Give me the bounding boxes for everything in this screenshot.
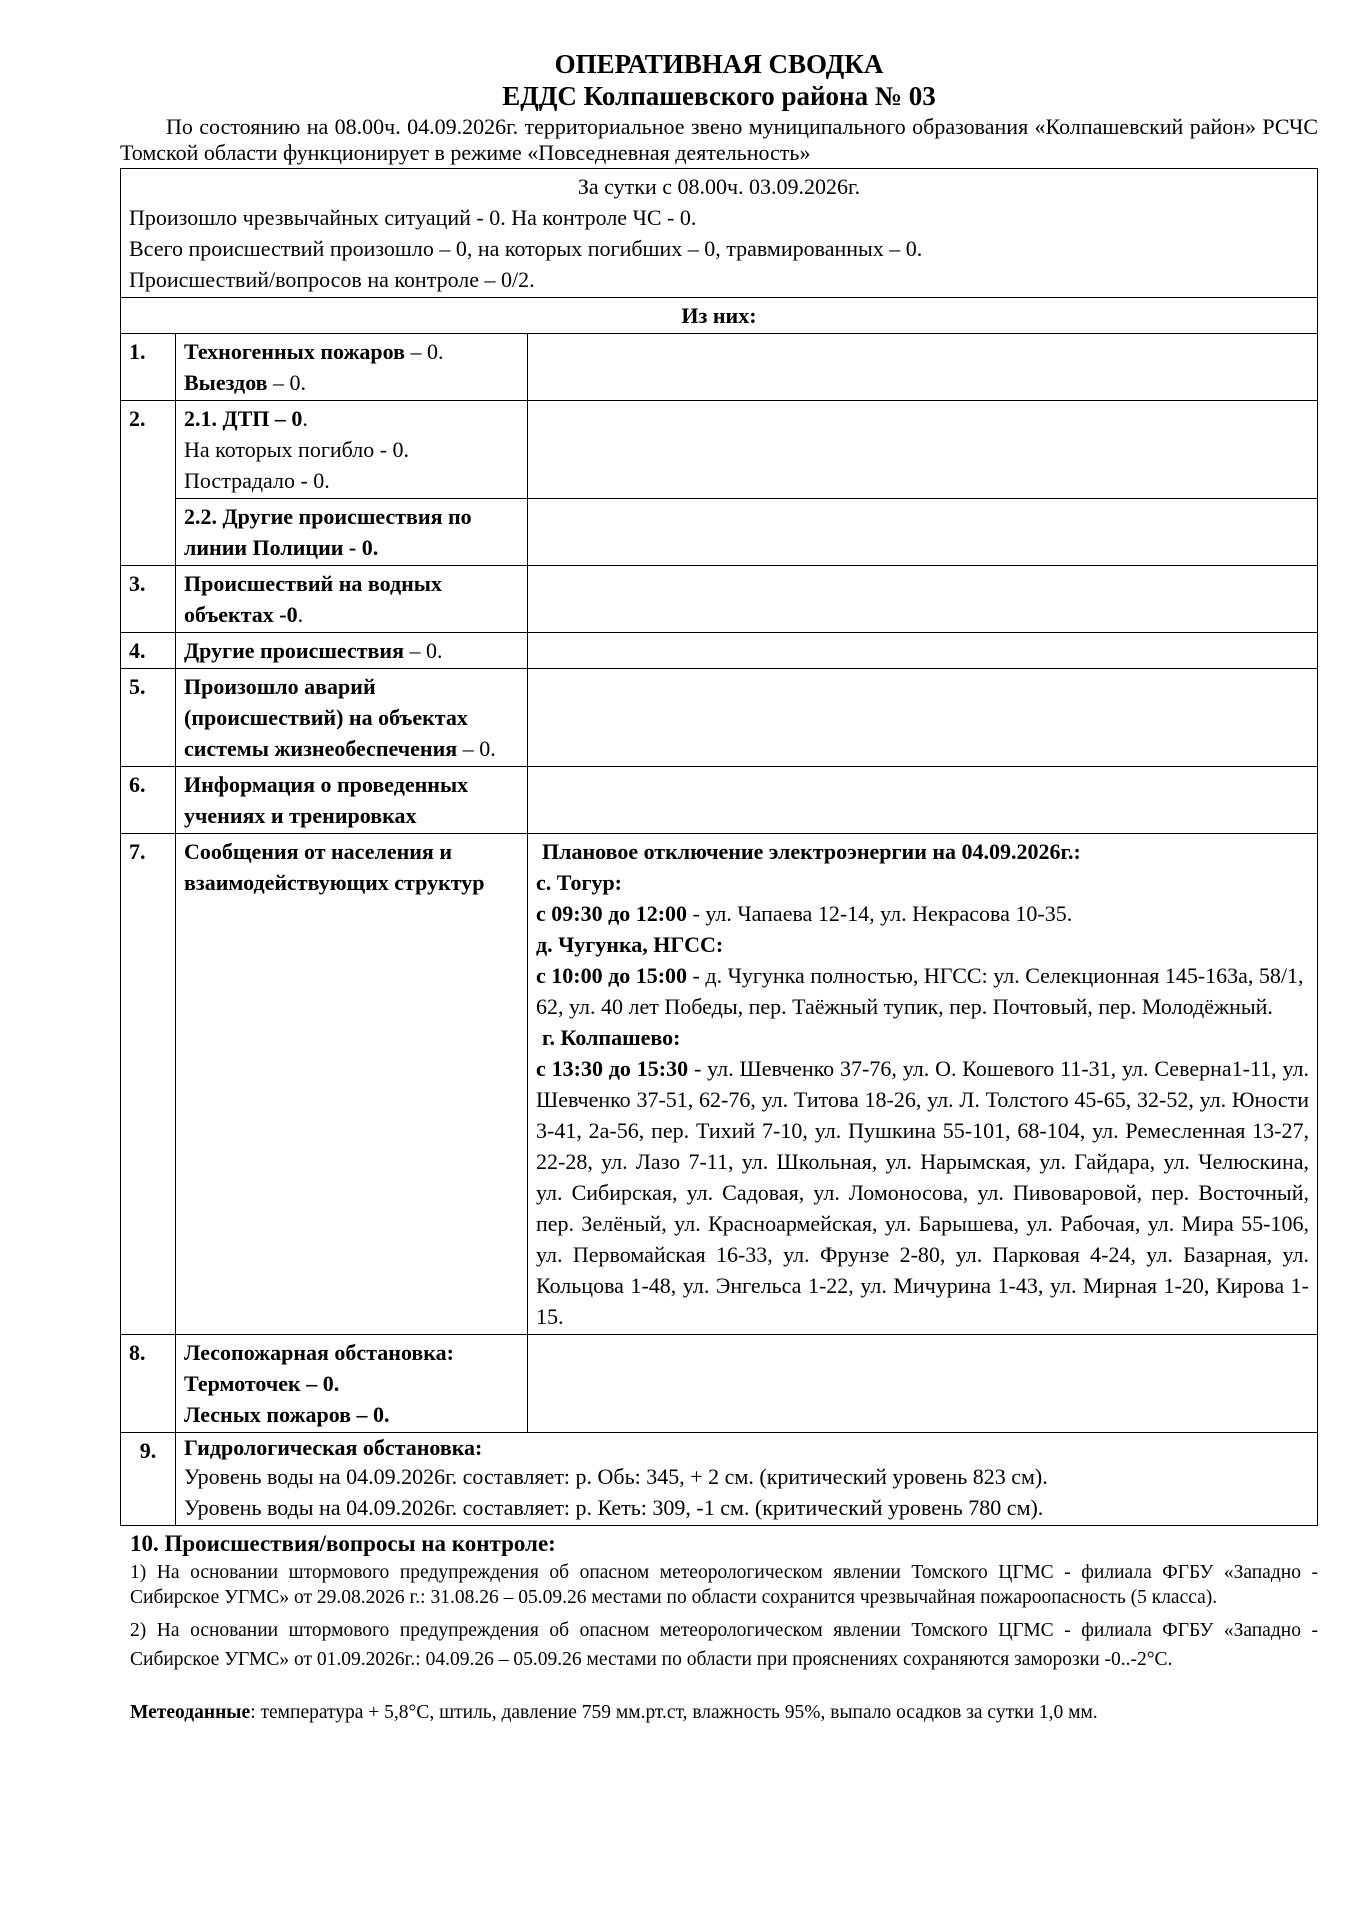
row-label bbox=[176, 1335, 528, 1433]
outage-streets: - д. Чугунка полностью, НГСС: ул. Селекционная 145-163а, 58/1, 62, ул. 40 лет Победы, пер. Таёжный тупик, пер. Почтовый, пер. Молодёжный. bbox=[536, 963, 1304, 1019]
row-number: 5. bbox=[121, 669, 176, 767]
dtp-injured: Пострадало - 0. bbox=[184, 468, 330, 493]
hydrology-cell bbox=[176, 1433, 1318, 1526]
table-row bbox=[121, 334, 1318, 401]
outage-entry bbox=[536, 960, 1309, 1022]
departures-value: – 0. bbox=[267, 370, 307, 395]
row-details bbox=[528, 1335, 1318, 1433]
outage-streets: - ул. Шевченко 37-76, ул. О. Кошевого 11-31, ул. Северна1-11, ул. Шевченко 37-51, 62-76, ул. Титова 18-26, ул. Л. Толстого 45-65, 32-52, ул. Юности 3-41, 2а-56, пер. Тихий 7-10, ул. Пушкина 55-101, 68-104, ул. Ремесленная 13-27, 22-28, ул. Лазо 7-11, ул. Школьная, ул. Нарымская, ул. Гайдара, ул. Челюскина, ул. Сибирская, ул. Садовая, ул. Ломоносова, ул. Пивоваровой, пер. Восточный, пер. Зелёный, ул. Красноармейская, ул. Барышева, ул. Рабочая, ул. Мира 55-106, ул. Первомайская 16-33, ул. Фрунзе 2-80, ул. Парковая 4-24, ул. Базарная, ул. Кольцова 1-48, ул. Энгельса 1-22, ул. Мичурина 1-43, ул. Мирная 1-20, Кирова 1-15. bbox=[536, 1056, 1310, 1329]
row-details bbox=[528, 334, 1318, 401]
row-number: 1. bbox=[121, 334, 176, 401]
row-number: 7. bbox=[121, 834, 176, 1335]
row-label: Сообщения от населения и взаимодействующих структур bbox=[176, 834, 528, 1335]
table-row bbox=[121, 499, 1318, 566]
table-row bbox=[121, 401, 1318, 499]
table-row bbox=[121, 566, 1318, 633]
dtp-label: 2.1. ДТП – 0 bbox=[184, 406, 303, 431]
row-details bbox=[528, 633, 1318, 669]
other-label: Другие происшествия bbox=[184, 638, 404, 663]
row-number: 2. bbox=[121, 401, 176, 566]
summary-cell bbox=[121, 169, 1318, 298]
row-number: 8. bbox=[121, 1335, 176, 1433]
outage-time: с 10:00 до 15:00 bbox=[536, 963, 688, 988]
of-them-row bbox=[121, 298, 1318, 334]
row-number: 3. bbox=[121, 566, 176, 633]
row-details bbox=[528, 401, 1318, 499]
fires-value: – 0. bbox=[404, 339, 444, 364]
fires-label: Техногенных пожаров bbox=[184, 339, 405, 364]
row-details bbox=[528, 767, 1318, 834]
outage-heading: Плановое отключение электроэнергии на 04.09.2026г.: bbox=[542, 839, 1081, 864]
meteo-label: Метеоданные bbox=[130, 1702, 251, 1723]
report-title: ОПЕРАТИВНАЯ СВОДКА bbox=[554, 49, 884, 79]
outage-location: г. Колпашево: bbox=[542, 1025, 681, 1050]
outage-entry bbox=[536, 898, 1309, 929]
summary-line-incidents: Всего происшествий произошло – 0, на которых погибших – 0, травмированных – 0. bbox=[129, 236, 923, 261]
row-label: 2.2. Другие происшествия по линии Полиции - 0. bbox=[176, 499, 528, 566]
report-subtitle: ЕДДС Колпашевского района № 03 bbox=[502, 81, 936, 111]
hydrology-heading: Гидрологическая обстановка: bbox=[184, 1435, 483, 1460]
row-label bbox=[176, 401, 528, 499]
outage-time: с 09:30 до 12:00 bbox=[536, 901, 688, 926]
water-punct: . bbox=[297, 602, 304, 627]
outage-location: с. Тогур: bbox=[536, 870, 623, 895]
hotspots-value: Термоточек – 0. bbox=[184, 1371, 340, 1396]
table-row bbox=[121, 1335, 1318, 1433]
outage-entry bbox=[536, 1053, 1309, 1332]
forest-fire-label: Лесопожарная обстановка: bbox=[184, 1340, 454, 1365]
summary-period: За сутки с 08.00ч. 03.09.2026г. bbox=[577, 174, 861, 199]
row-label: Информация о проведенных учениях и тренировках bbox=[176, 767, 528, 834]
intro-paragraph bbox=[120, 114, 1318, 166]
outage-streets: - ул. Чапаева 12-14, ул. Некрасова 10-35. bbox=[687, 901, 1073, 926]
forest-fires-value: Лесных пожаров – 0. bbox=[184, 1402, 390, 1427]
table-row bbox=[121, 669, 1318, 767]
summary-line-emergencies: Произошло чрезвычайных ситуаций - 0. На контроле ЧС - 0. bbox=[129, 205, 697, 230]
summary-row bbox=[121, 169, 1318, 298]
hydrology-ket: Уровень воды на 04.09.2026г. составляет: р. Кеть: 309, -1 см. (критический уровень 780 см). bbox=[184, 1495, 1044, 1520]
row-label bbox=[176, 334, 528, 401]
row-label bbox=[176, 633, 528, 669]
meteo-text: : температура + 5,8°С, штиль, давление 759 мм.рт.ст, влажность 95%, выпало осадков за сутки 1,0 мм. bbox=[250, 1702, 1098, 1723]
report-page bbox=[120, 48, 1318, 1726]
summary-table bbox=[120, 168, 1318, 1526]
outage-location: д. Чугунка, НГСС: bbox=[536, 932, 724, 957]
row-details bbox=[528, 566, 1318, 633]
table-row bbox=[121, 767, 1318, 834]
summary-line-control: Происшествий/вопросов на контроле – 0/2. bbox=[129, 267, 535, 292]
control-heading: 10. Происшествия/вопросы на контроле: bbox=[130, 1531, 556, 1556]
departures-label: Выездов bbox=[184, 370, 268, 395]
of-them-label: Из них: bbox=[121, 298, 1318, 334]
table-row bbox=[121, 633, 1318, 669]
table-row bbox=[121, 1433, 1318, 1526]
row-number: 9. bbox=[121, 1433, 176, 1526]
row-label bbox=[176, 669, 528, 767]
outage-time: с 13:30 до 15:30 bbox=[536, 1056, 689, 1081]
meteo-data bbox=[120, 1700, 1318, 1726]
control-item: 2) На основании штормового предупреждения об опасном метеорологическом явлении Томского ЦГМС - филиала ФГБУ «Западно - Сибирское УГМС» от 01.09.2026г.: 04.09.26 – 05.09.26 местами по области при прояснениях сохраняются заморозки -0..-2°С. bbox=[130, 1620, 1318, 1670]
row-details bbox=[528, 834, 1318, 1335]
accidents-value: – 0. bbox=[457, 736, 496, 761]
water-label: Происшествий на водных объектах -0 bbox=[184, 571, 442, 627]
control-section bbox=[120, 1530, 1318, 1674]
row-label bbox=[176, 566, 528, 633]
hydrology-ob: Уровень воды на 04.09.2026г. составляет: р. Обь: 345, + 2 см. (критический уровень 823 см). bbox=[184, 1464, 1048, 1489]
other-value: – 0. bbox=[404, 638, 443, 663]
accidents-label: Произошло аварий (происшествий) на объектах системы жизнеобеспечения bbox=[184, 674, 468, 761]
control-item: 1) На основании штормового предупреждения об опасном метеорологическом явлении Томского ЦГМС - филиала ФГБУ «Западно - Сибирское УГМС» от 29.08.2026 г.: 31.08.26 – 05.09.26 местами по области сохранится чрезвычайная пожароопасность (5 класса). bbox=[130, 1562, 1318, 1608]
dtp-punct: . bbox=[302, 406, 308, 431]
dtp-killed: На которых погибло - 0. bbox=[184, 437, 410, 462]
intro-text: По состоянию на 08.00ч. 04.09.2026г. территориальное звено муниципального образования «Колпашевский район» РСЧС Томской области функционирует в режиме «Повседневная деятельность» bbox=[120, 114, 1318, 165]
row-number: 4. bbox=[121, 633, 176, 669]
row-number: 6. bbox=[121, 767, 176, 834]
row-details bbox=[528, 499, 1318, 566]
row-details bbox=[528, 669, 1318, 767]
table-row bbox=[121, 834, 1318, 1335]
